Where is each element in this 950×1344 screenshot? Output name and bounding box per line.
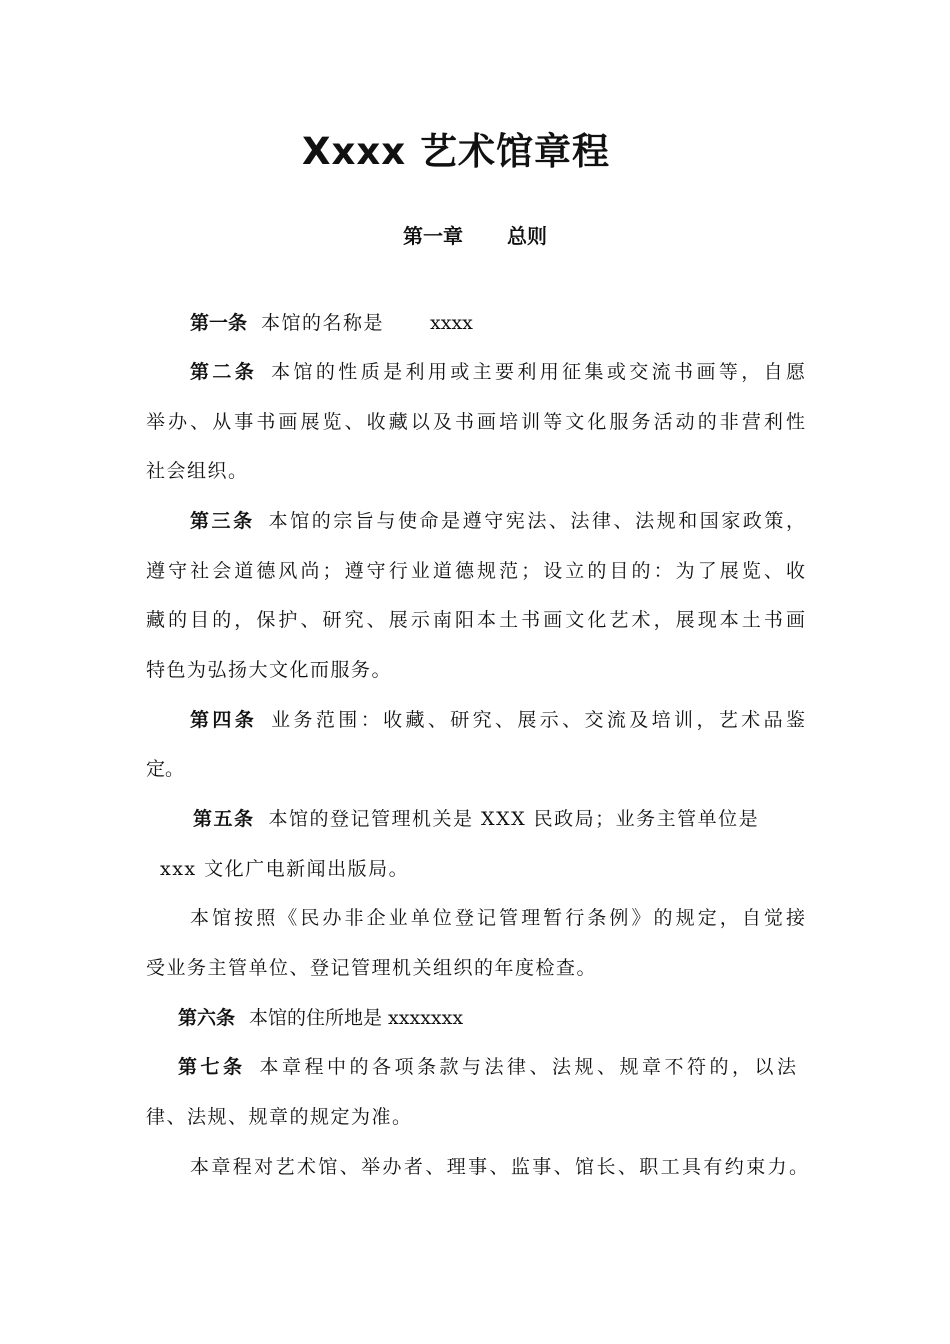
document-title: Xxxx 艺术馆章程: [301, 129, 610, 173]
article-label: 第二条: [190, 361, 258, 383]
article-text: xxxx: [430, 312, 473, 334]
article-5-line-2: xxx 文化广电新闻出版局。: [160, 858, 410, 880]
article-text: 业务范围：收藏、研究、展示、交流及培训，艺术品鉴: [271, 709, 805, 731]
article-label: 第五条: [193, 808, 255, 830]
article-text: 本章程中的各项条款与法律、法规、规章不符的，以法: [259, 1056, 796, 1078]
article-1: [190, 308, 473, 338]
article-label: 第六条: [178, 1007, 236, 1029]
article-label: 第七条: [178, 1056, 246, 1078]
article-text: 本馆的名称是: [261, 312, 385, 334]
article-3-line-1: [190, 506, 805, 536]
chapter-heading: [0, 220, 950, 249]
article-3-line-3: 藏的目的，保护、研究、展示南阳本土书画文化艺术，展现本土书画: [146, 609, 805, 631]
article-text: 本馆的宗旨与使命是遵守宪法、法律、法规和国家政策，: [268, 510, 805, 532]
article-2-line-2: 举办、从事书画展览、收藏以及书画培训等文化服务活动的非营利性: [146, 411, 805, 433]
article-3-line-2: 遵守社会道德风尚；遵守行业道德规范；设立的目的：为了展览、收: [146, 560, 805, 582]
article-label: 第一条: [190, 312, 248, 334]
article-5-line-4: 受业务主管单位、登记管理机关组织的年度检查。: [146, 957, 598, 979]
article-4-line-1: [190, 705, 805, 735]
article-label: 第三条: [190, 510, 255, 532]
article-6: [178, 1003, 463, 1033]
chapter-title: 总则: [507, 224, 547, 248]
article-text: 本馆的性质是利用或主要利用征集或交流书画等，自愿: [271, 361, 805, 383]
article-7-line-2: 律、法规、规章的规定为准。: [146, 1106, 413, 1128]
article-5-line-1: [193, 804, 759, 834]
article-3-line-4: 特色为弘扬大文化而服务。: [146, 659, 393, 681]
article-text: 本馆的登记管理机关是 XXX 民政局；业务主管单位是: [268, 808, 760, 830]
article-7-line-1: [178, 1052, 796, 1082]
article-2-line-3: 社会组织。: [146, 460, 249, 482]
article-7-line-3: 本章程对艺术馆、举办者、理事、监事、馆长、职工具有约束力。: [190, 1156, 808, 1178]
article-label: 第四条: [190, 709, 258, 731]
article-4-line-2: 定。: [146, 758, 185, 780]
chapter-number: 第一章: [403, 224, 463, 248]
article-2-line-1: [190, 357, 805, 387]
article-5-line-3: 本馆按照《民办非企业单位登记管理暂行条例》的规定，自觉接: [190, 907, 805, 929]
article-text: 本馆的住所地是 xxxxxxx: [249, 1007, 464, 1029]
